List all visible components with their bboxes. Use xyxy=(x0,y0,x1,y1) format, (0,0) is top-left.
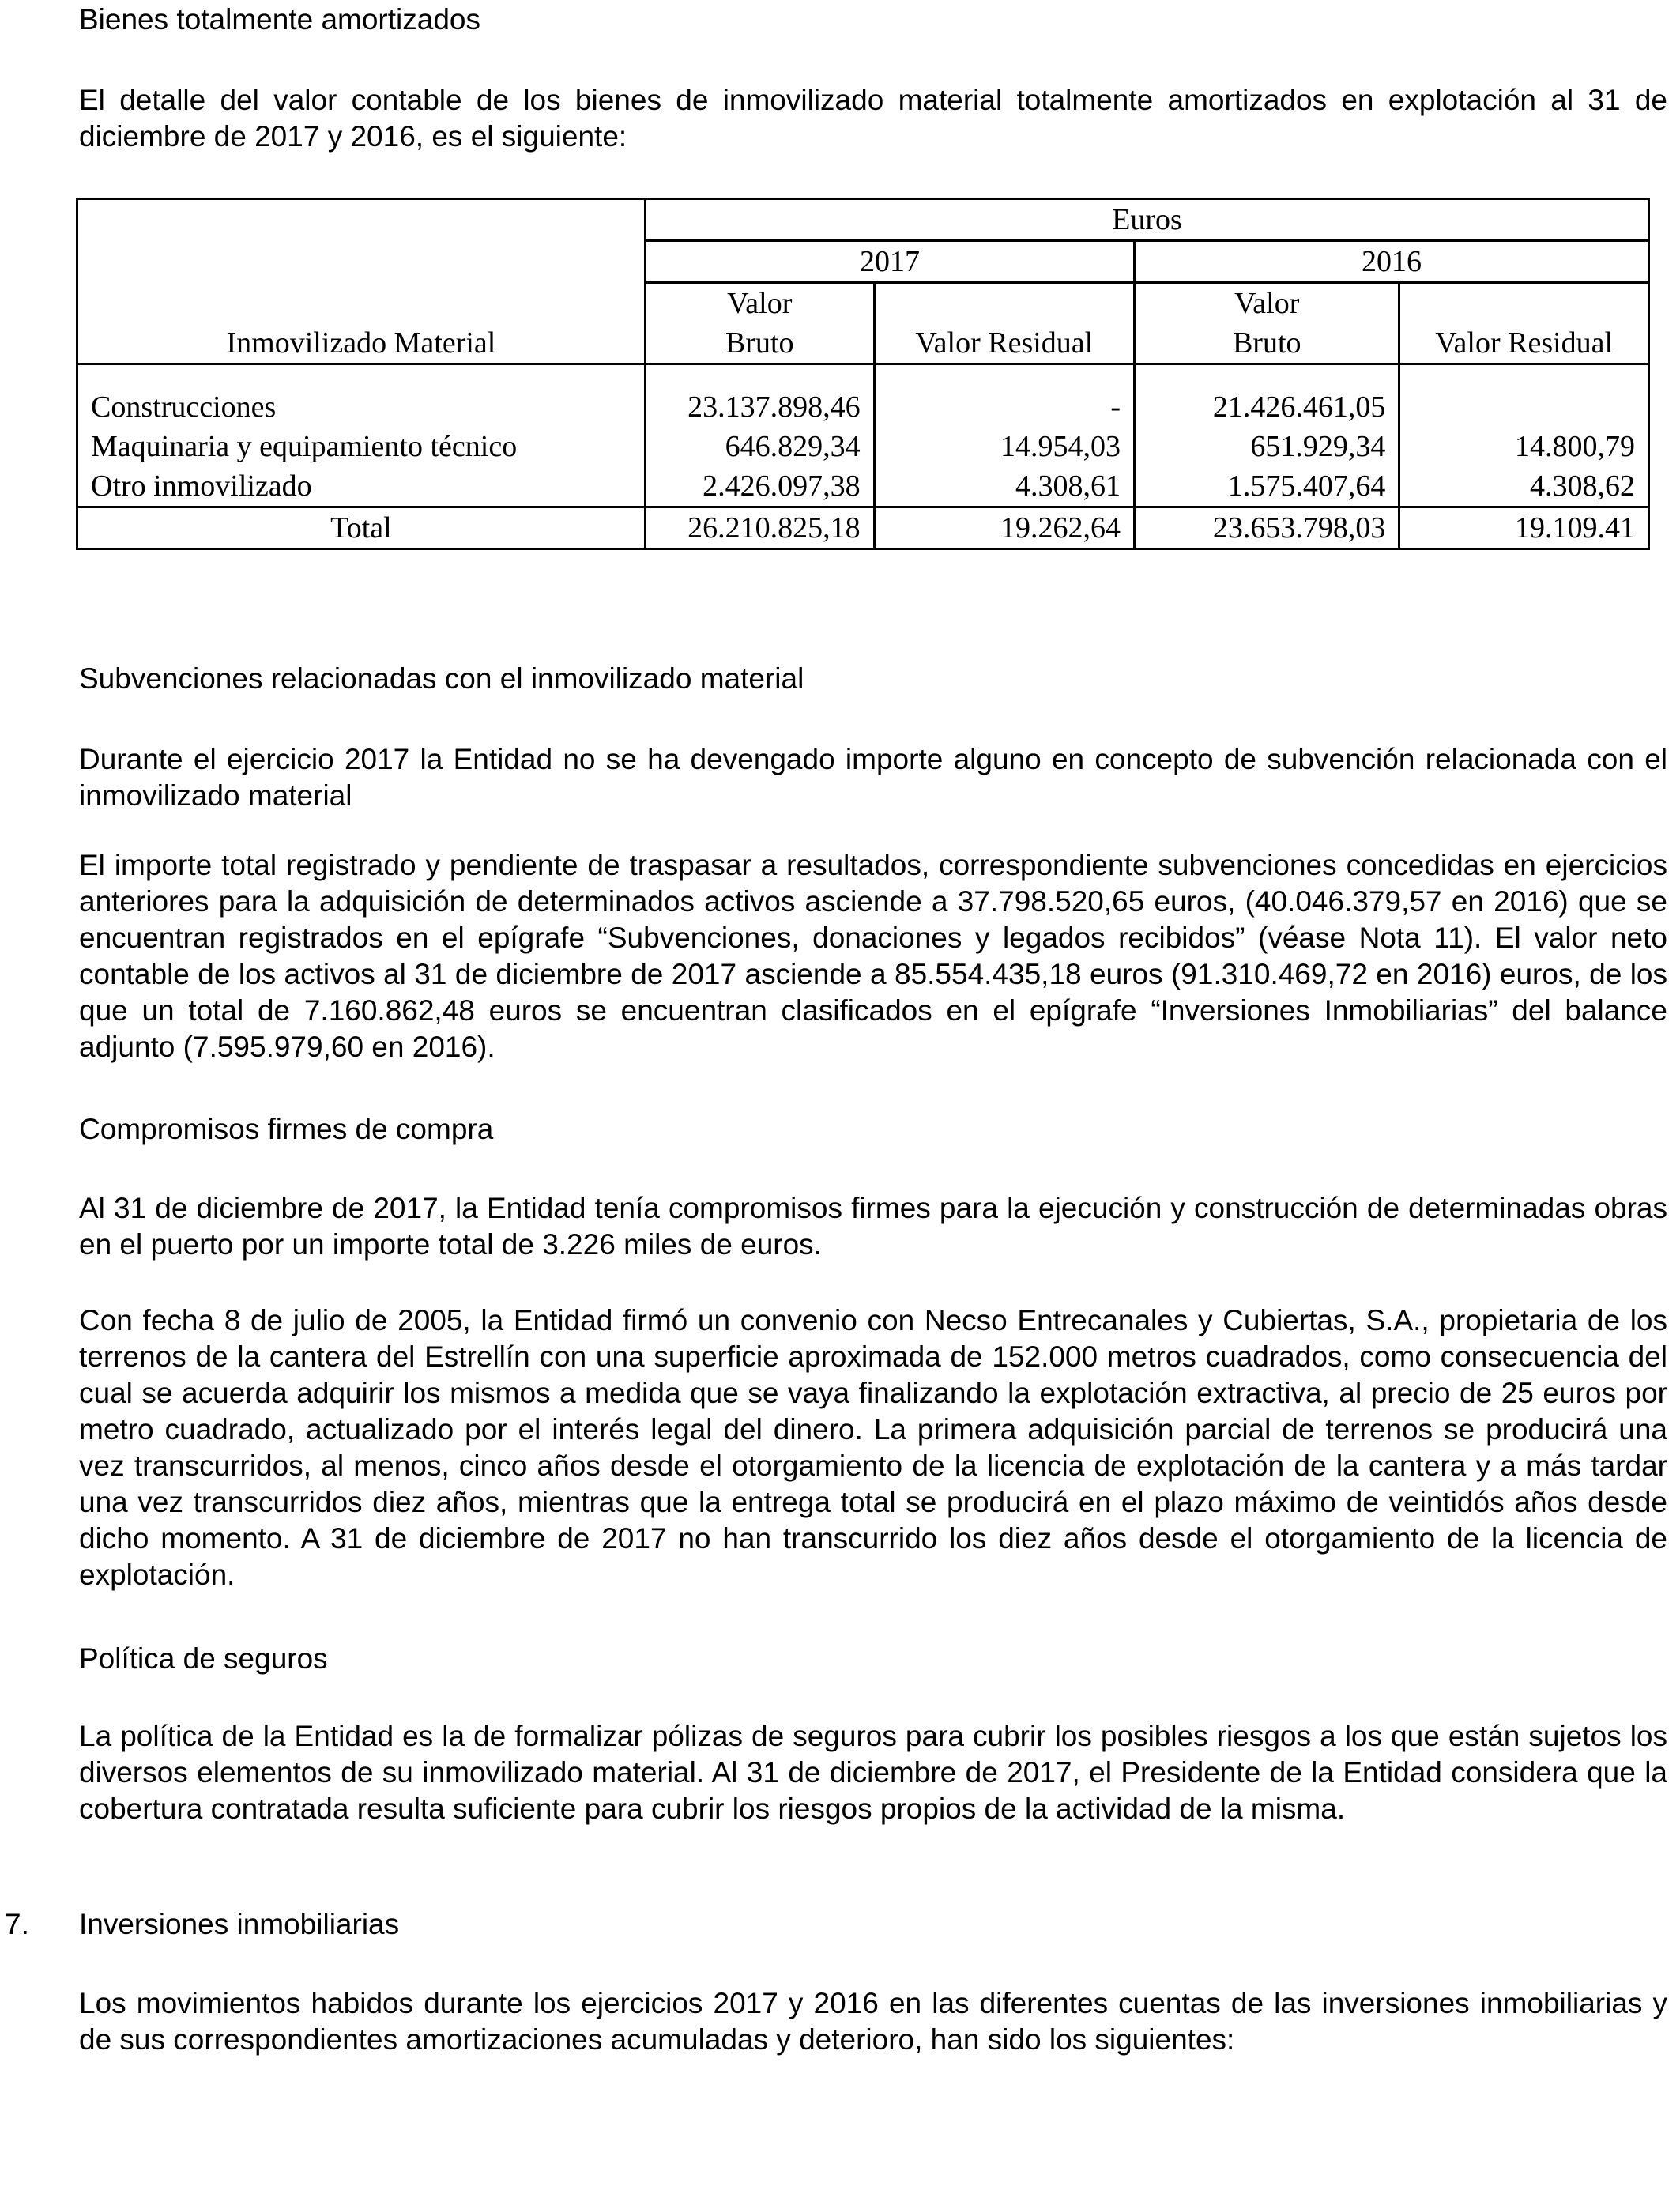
table-header-bruto-2017: Bruto xyxy=(645,323,874,364)
table-header-valor-2017: Valor xyxy=(645,283,874,324)
section-heading-compromisos: Compromisos firmes de compra xyxy=(79,1113,494,1145)
cell-residual-2017: 4.308,61 xyxy=(874,466,1134,507)
section-heading-seguros: Política de seguros xyxy=(79,1642,328,1675)
table-header-residual-2016: Valor Residual xyxy=(1399,323,1649,364)
cell-bruto-2016: 1.575.407,64 xyxy=(1135,466,1399,507)
cell-bruto-2016: 651.929,34 xyxy=(1135,427,1399,466)
amortized-assets-table xyxy=(76,198,1650,550)
table-header-row-euros xyxy=(77,199,1649,241)
cell-residual-2016 xyxy=(1399,387,1649,427)
cell-residual-2017: - xyxy=(874,387,1134,427)
table-row xyxy=(77,387,1649,427)
section-number-7: 7. xyxy=(5,1908,29,1940)
table-row xyxy=(77,466,1649,507)
table-row xyxy=(77,427,1649,466)
cell-residual-2016: 4.308,62 xyxy=(1399,466,1649,507)
section-heading-subvenciones: Subvenciones relacionadas con el inmovilizado material xyxy=(79,662,804,695)
table-header-residual-2017: Valor Residual xyxy=(874,323,1134,364)
paragraph-compromisos-1: Al 31 de diciembre de 2017, la Entidad tenía compromisos firmes para la ejecución y construcción de determinadas obras en el puerto por un importe total de 3.226 miles de euros. xyxy=(79,1192,1667,1261)
cell-bruto-2017: 2.426.097,38 xyxy=(645,466,874,507)
total-bruto-2017: 26.210.825,18 xyxy=(645,507,874,549)
cell-bruto-2017: 646.829,34 xyxy=(645,427,874,466)
cell-residual-2016: 14.800,79 xyxy=(1399,427,1649,466)
paragraph-subvenciones-1: Durante el ejercicio 2017 la Entidad no se ha devengado importe alguno en concepto de subvención relacionada con el inmovilizado material xyxy=(79,743,1667,812)
table-header-inmovilizado xyxy=(77,199,646,364)
table-header-label: Inmovilizado Material xyxy=(226,326,496,360)
section-heading-inversiones: Inversiones inmobiliarias xyxy=(79,1908,400,1940)
row-label: Otro inmovilizado xyxy=(77,466,646,507)
table-header-year-2016: 2016 xyxy=(1135,241,1649,283)
paragraph-bienes-intro: El detalle del valor contable de los bienes de inmovilizado material totalmente amortizados en explotación al 31 de diciembre de 2017 y 2016, es el siguiente: xyxy=(79,84,1667,153)
table-header-euros: Euros xyxy=(645,199,1648,241)
cell-bruto-2017: 23.137.898,46 xyxy=(645,387,874,427)
paragraph-subvenciones-2: El importe total registrado y pendiente de traspasar a resultados, correspondiente subvenciones concedidas en ejercicios anteriores para la adquisición de determinados activos asciende a 37.798.520,65 euros, (40.046.379,57 en 2016) que se encuentran registrados en el epígrafe “Subvenciones, donaciones y legados recibidos” (véase Nota 11). El valor neto contable de los activos al 31 de diciembre de 2017 asciende a 85.554.435,18 euros (91.310.469,72 en 2016) euros, de los que un total de 7.160.862,48 euros se encuentran clasificados en el epígrafe “Inversiones Inmobiliarias” del balance adjunto (7.595.979,60 en 2016). xyxy=(79,849,1667,1063)
table-total-row xyxy=(77,507,1649,549)
section-heading-bienes: Bienes totalmente amortizados xyxy=(79,3,480,36)
table-header-bruto-2016: Bruto xyxy=(1135,323,1399,364)
row-label: Construcciones xyxy=(77,387,646,427)
paragraph-seguros: La política de la Entidad es la de formalizar pólizas de seguros para cubrir los posibles riesgos a los que están sujetos los diversos elementos de su inmovilizado material. Al 31 de diciembre de 2017, el Presidente de la Entidad considera que la cobertura contratada resulta suficiente para cubrir los riesgos propios de la actividad de la misma. xyxy=(79,1720,1667,1825)
row-label: Maquinaria y equipamiento técnico xyxy=(77,427,646,466)
paragraph-inversiones: Los movimientos habidos durante los ejercicios 2017 y 2016 en las diferentes cuentas de las inversiones inmobiliarias y de sus correspondientes amortizaciones acumuladas y deterioro, han sido los siguientes: xyxy=(79,1987,1667,2056)
total-residual-2016: 19.109.41 xyxy=(1399,507,1649,549)
cell-residual-2017: 14.954,03 xyxy=(874,427,1134,466)
cell-bruto-2016: 21.426.461,05 xyxy=(1135,387,1399,427)
total-label: Total xyxy=(77,507,646,549)
total-bruto-2016: 23.653.798,03 xyxy=(1135,507,1399,549)
paragraph-compromisos-2: Con fecha 8 de julio de 2005, la Entidad firmó un convenio con Necso Entrecanales y Cubiertas, S.A., propietaria de los terrenos de la cantera del Estrellín con una superficie aproximada de 152.000 metros cuadrados, como consecuencia del cual se acuerda adquirir los mismos a medida que se vaya finalizando la explotación extractiva, al precio de 25 euros por metro cuadrado, actualizado por el interés legal del dinero. La primera adquisición parcial de terrenos se producirá una vez transcurridos, al menos, cinco años desde el otorgamiento de la licencia de explotación de la cantera y a más tardar una vez transcurridos diez años, mientras que la entrega total se producirá en el plazo máximo de veintidós años desde dicho momento. A 31 de diciembre de 2017 no han transcurrido los diez años desde el otorgamiento de la licencia de explotación. xyxy=(79,1304,1667,1591)
table-header-year-2017: 2017 xyxy=(645,241,1134,283)
total-residual-2017: 19.262,64 xyxy=(874,507,1134,549)
table-header-valor-2016: Valor xyxy=(1135,283,1399,324)
